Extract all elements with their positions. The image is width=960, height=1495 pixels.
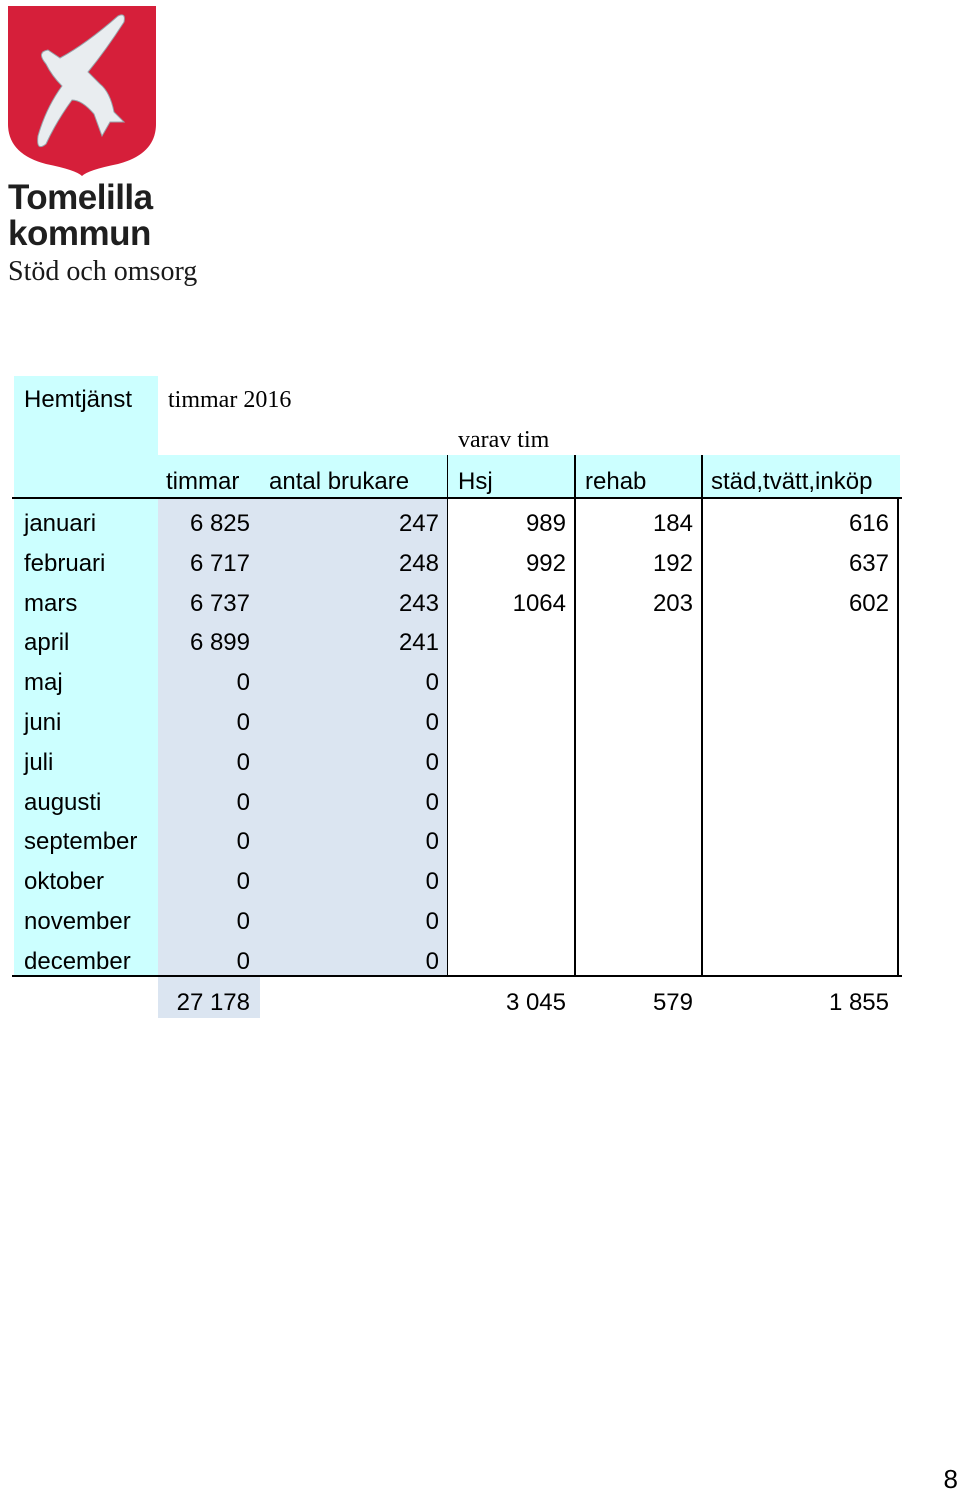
table-cell: 0 <box>236 749 250 776</box>
month-label: oktober <box>24 868 105 895</box>
table-cell: 184 <box>652 510 693 537</box>
col-header-rehab: rehab <box>585 468 647 495</box>
table-cell: 0 <box>425 908 439 935</box>
total-hsj: 3 045 <box>505 989 566 1016</box>
col-header-antal-brukare: antal brukare <box>269 468 410 495</box>
table-cell: 6 899 <box>189 629 250 656</box>
table-cell: 0 <box>425 948 439 975</box>
header-bottom-border <box>12 497 902 499</box>
table-subtitle: timmar 2016 <box>168 387 292 413</box>
month-label: april <box>24 629 70 656</box>
month-label: maj <box>24 669 63 696</box>
table-cell: 602 <box>848 590 889 617</box>
table-cell: 989 <box>525 510 566 537</box>
col-header-timmar: timmar <box>166 468 240 495</box>
table-cell: 243 <box>398 590 439 617</box>
coat-of-arms-logo <box>6 4 158 176</box>
org-name-line2: kommun <box>8 214 151 253</box>
table-cell: 992 <box>525 550 566 577</box>
table-cell: 0 <box>236 789 250 816</box>
table-cell: 0 <box>236 908 250 935</box>
table-cell: 203 <box>652 590 693 617</box>
table-cell: 0 <box>425 749 439 776</box>
table-cell: 247 <box>398 510 439 537</box>
org-name-line1: Tomelilla <box>8 178 153 217</box>
table-cell: 0 <box>236 828 250 855</box>
table-cell: 0 <box>236 868 250 895</box>
month-label: december <box>24 948 131 975</box>
department-name: Stöd och omsorg <box>8 256 198 287</box>
table-right-border <box>897 497 899 976</box>
table-cell: 616 <box>848 510 889 537</box>
month-label: augusti <box>24 789 102 816</box>
table-cell: 6 737 <box>189 590 250 617</box>
total-stad: 1 855 <box>828 989 889 1016</box>
table-cell: 1064 <box>512 590 566 617</box>
month-label: september <box>24 828 138 855</box>
table-title: Hemtjänst <box>24 386 133 413</box>
table-cell: 0 <box>425 828 439 855</box>
total-timmar: 27 178 <box>176 989 250 1016</box>
table-cell: 0 <box>425 709 439 736</box>
table-bottom-border <box>12 975 902 977</box>
month-label: februari <box>24 550 106 577</box>
month-label: januari <box>24 510 97 537</box>
table-cell: 6 717 <box>189 550 250 577</box>
col-header-hsj: Hsj <box>458 468 493 495</box>
month-label: juni <box>24 709 62 736</box>
group-header: varav tim <box>458 427 550 453</box>
table-cell: 0 <box>425 789 439 816</box>
table-cell: 0 <box>236 709 250 736</box>
table-cell: 248 <box>398 550 439 577</box>
table-cell: 0 <box>425 868 439 895</box>
col-header-stad: städ,tvätt,inköp <box>711 468 873 495</box>
table-cell: 0 <box>425 669 439 696</box>
table-cell: 637 <box>848 550 889 577</box>
table-cell: 0 <box>236 669 250 696</box>
table-cell: 6 825 <box>189 510 250 537</box>
table-cell: 0 <box>236 948 250 975</box>
total-rehab: 579 <box>652 989 693 1016</box>
month-label: november <box>24 908 131 935</box>
month-label: mars <box>24 590 78 617</box>
page-number: 8 <box>943 1464 958 1494</box>
table-cell: 241 <box>398 629 439 656</box>
table-cell: 192 <box>652 550 693 577</box>
month-label: juli <box>24 749 54 776</box>
